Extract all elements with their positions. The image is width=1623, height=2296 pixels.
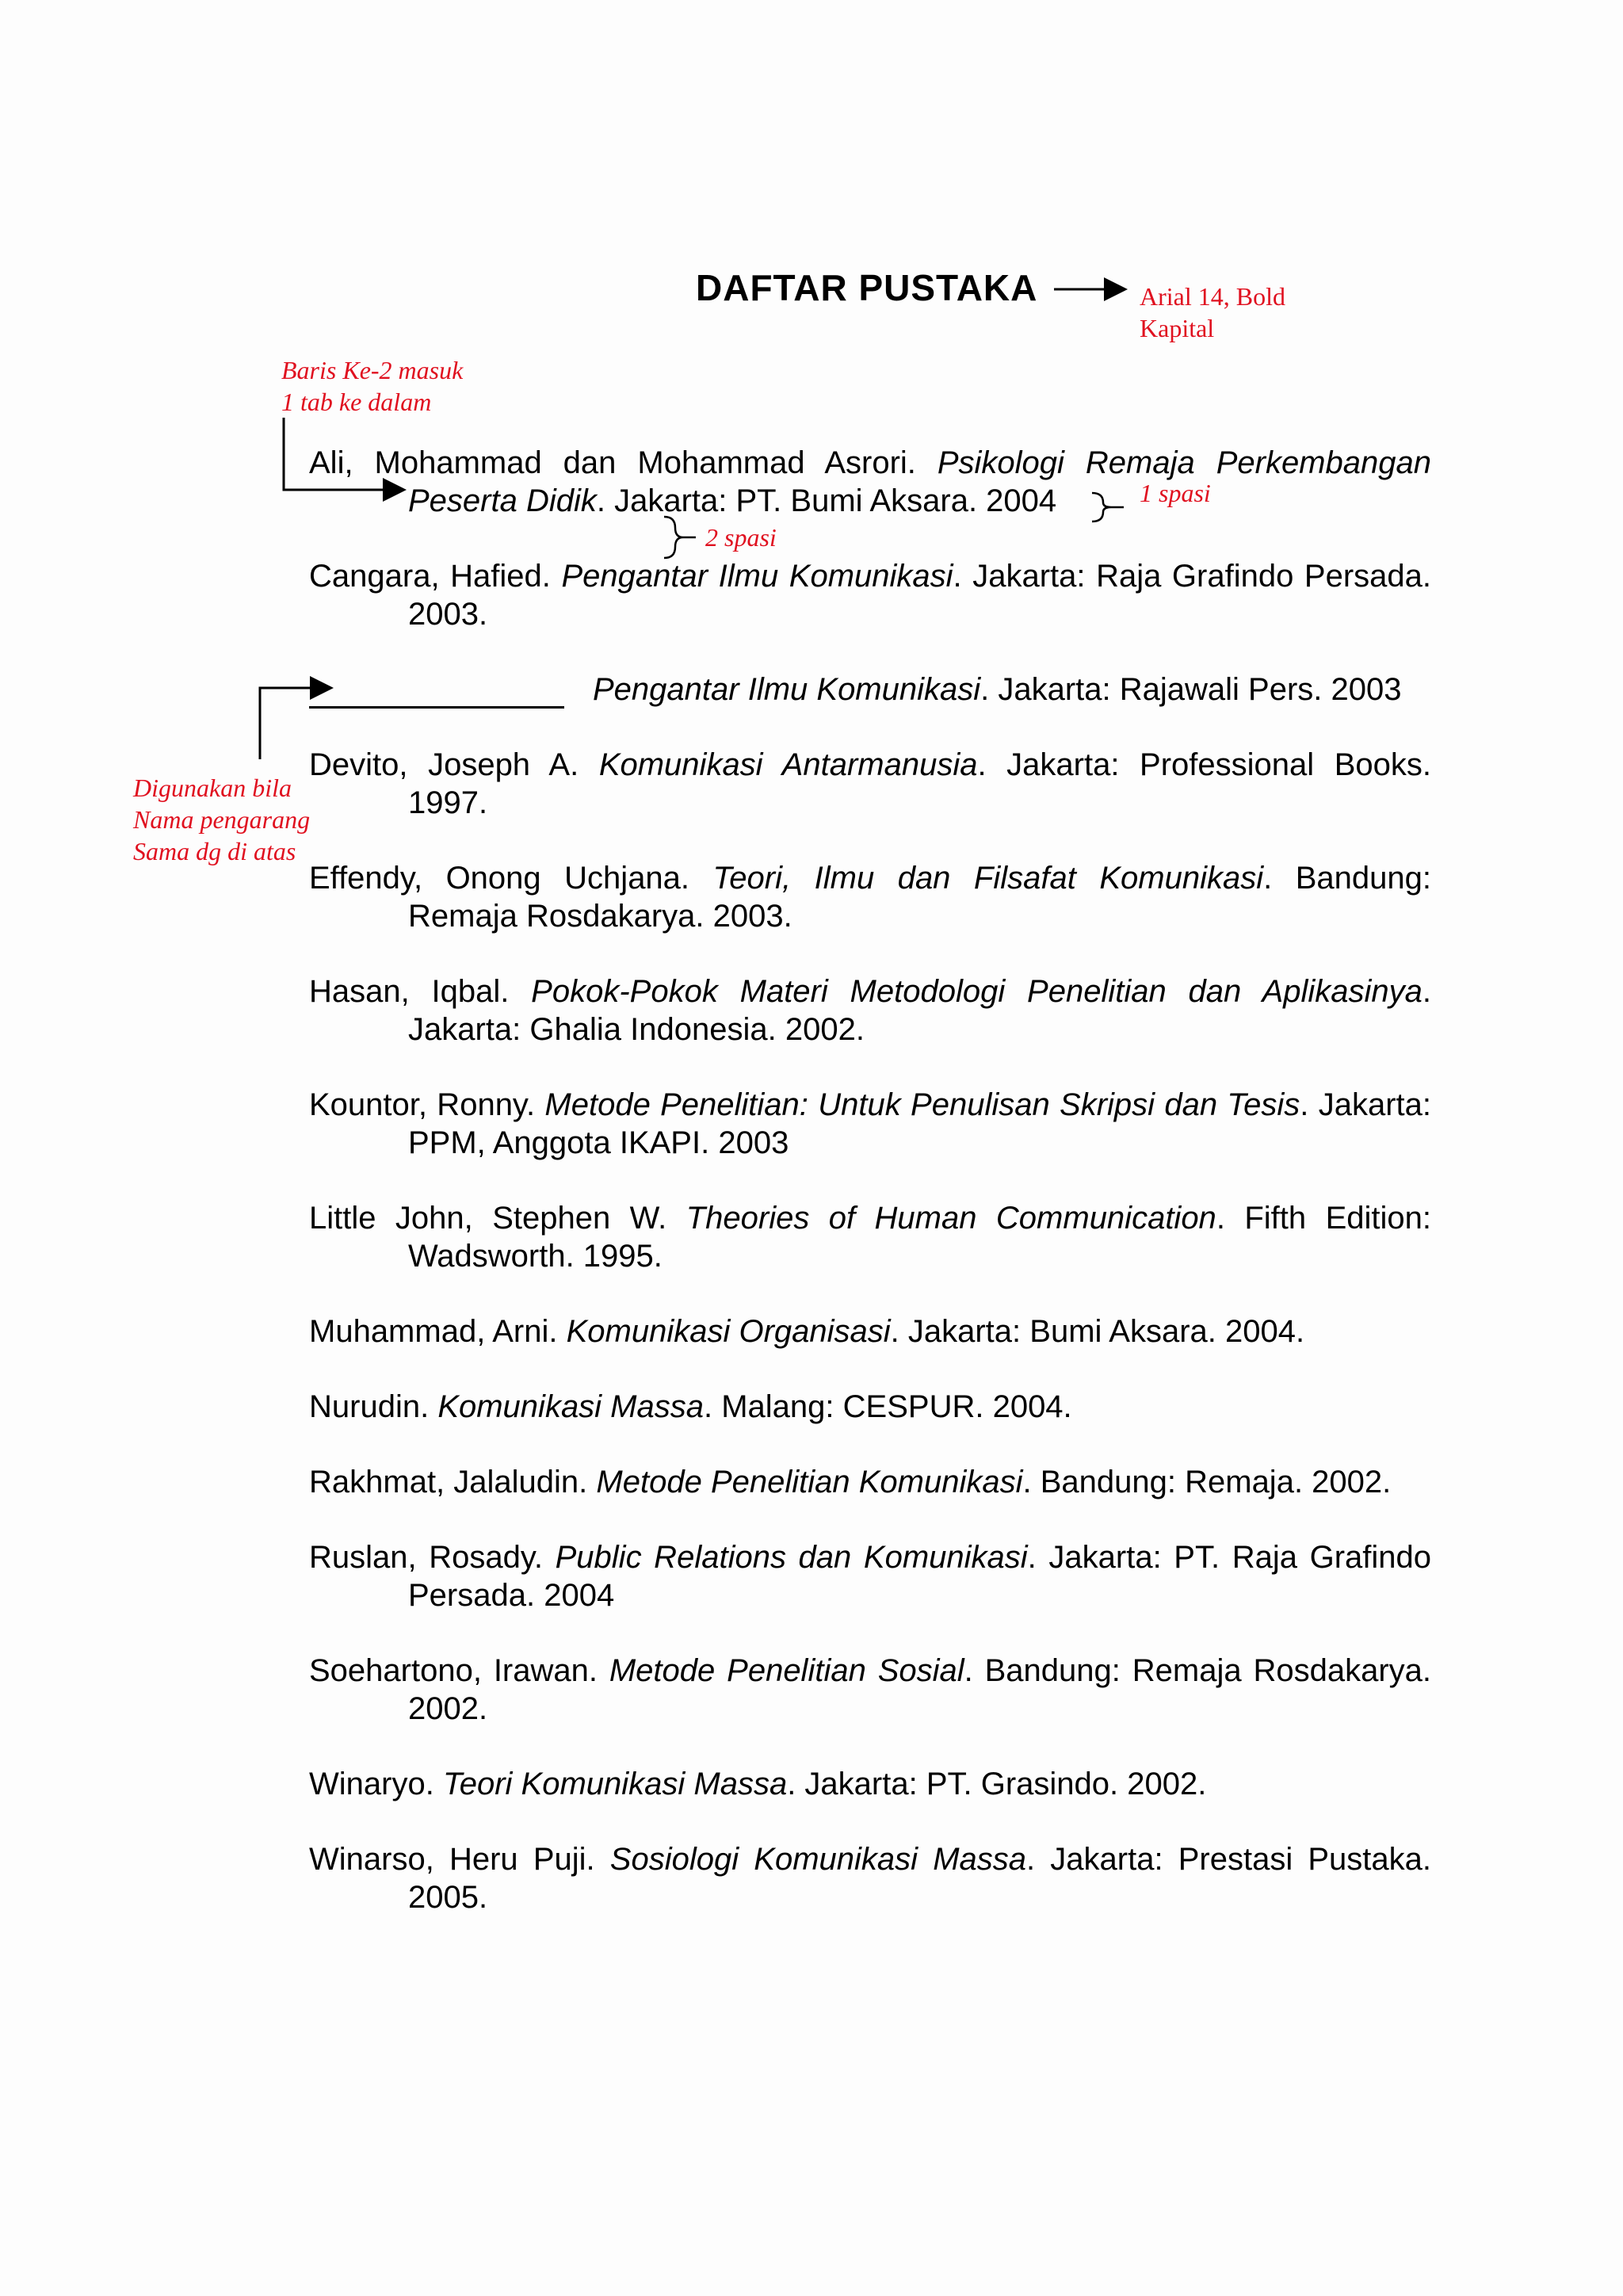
reference-entry: Ali, Mohammad dan Mohammad Asrori. Psikologi Remaja Perkembangan Peserta Didik. Jakarta: PT. Bumi Aksara. 2004 (309, 445, 1431, 518)
single-space-note: 1 spasi (1140, 479, 1211, 507)
reference-entry: Hasan, Iqbal. Pokok-Pokok Materi Metodologi Penelitian dan Aplikasinya. Jakarta: Ghalia Indonesia. 2002. (309, 974, 1431, 1047)
reference-entry: Kountor, Ronny. Metode Penelitian: Untuk Penulisan Skripsi dan Tesis. Jakarta: PPM, Anggota IKAPI. 2003 (309, 1087, 1431, 1160)
same-author-note-line3: Sama dg di atas (133, 837, 296, 865)
same-author-dash-line (309, 678, 564, 709)
reference-entry: Effendy, Onong Uchjana. Teori, Ilmu dan Filsafat Komunikasi. Bandung: Remaja Rosdakarya. 2003. (309, 861, 1432, 934)
title-format-note-line1: Arial 14, Bold (1140, 282, 1285, 311)
reference-entry: Little John, Stephen W. Theories of Human Communication. Fifth Edition: Wadsworth. 1995. (309, 1201, 1431, 1274)
indent-note-line1: Baris Ke-2 masuk (281, 356, 464, 384)
same-author-note-line2: Nama pengarang (133, 805, 311, 834)
reference-entry: Nurudin. Komunikasi Massa. Malang: CESPUR. 2004. (309, 1389, 1072, 1424)
reference-entry: Winarso, Heru Puji. Sosiologi Komunikasi Massa. Jakarta: Prestasi Pustaka. 2005. (309, 1842, 1431, 1915)
reference-entry: Winaryo. Teori Komunikasi Massa. Jakarta: PT. Grasindo. 2002. (309, 1767, 1207, 1801)
reference-entry: Cangara, Hafied. Pengantar Ilmu Komunikasi. Jakarta: Raja Grafindo Persada. 2003. (309, 559, 1432, 632)
reference-list (309, 444, 1431, 1954)
reference-entry-same-author: Pengantar Ilmu Komunikasi. Jakarta: Rajawali Pers. 2003 (309, 670, 1431, 709)
reference-entry: Soehartono, Irawan. Metode Penelitian Sosial. Bandung: Remaja Rosdakarya. 2002. (309, 1653, 1431, 1726)
reference-entry: Muhammad, Arni. Komunikasi Organisasi. Jakarta: Bumi Aksara. 2004. (309, 1314, 1305, 1349)
title-format-note-line2: Kapital (1140, 314, 1215, 342)
page-title: DAFTAR PUSTAKA (696, 267, 1038, 308)
indent-note-line2: 1 tab ke dalam (281, 388, 432, 416)
reference-entry: Rakhmat, Jalaludin. Metode Penelitian Komunikasi. Bandung: Remaja. 2002. (309, 1465, 1392, 1499)
double-space-note: 2 spasi (705, 523, 777, 552)
same-author-note-line1: Digunakan bila (133, 774, 292, 802)
reference-entry: Devito, Joseph A. Komunikasi Antarmanusia. Jakarta: Professional Books. 1997. (309, 747, 1432, 820)
reference-entry: Ruslan, Rosady. Public Relations dan Komunikasi. Jakarta: PT. Raja Grafindo Persada. 2004 (309, 1540, 1431, 1613)
